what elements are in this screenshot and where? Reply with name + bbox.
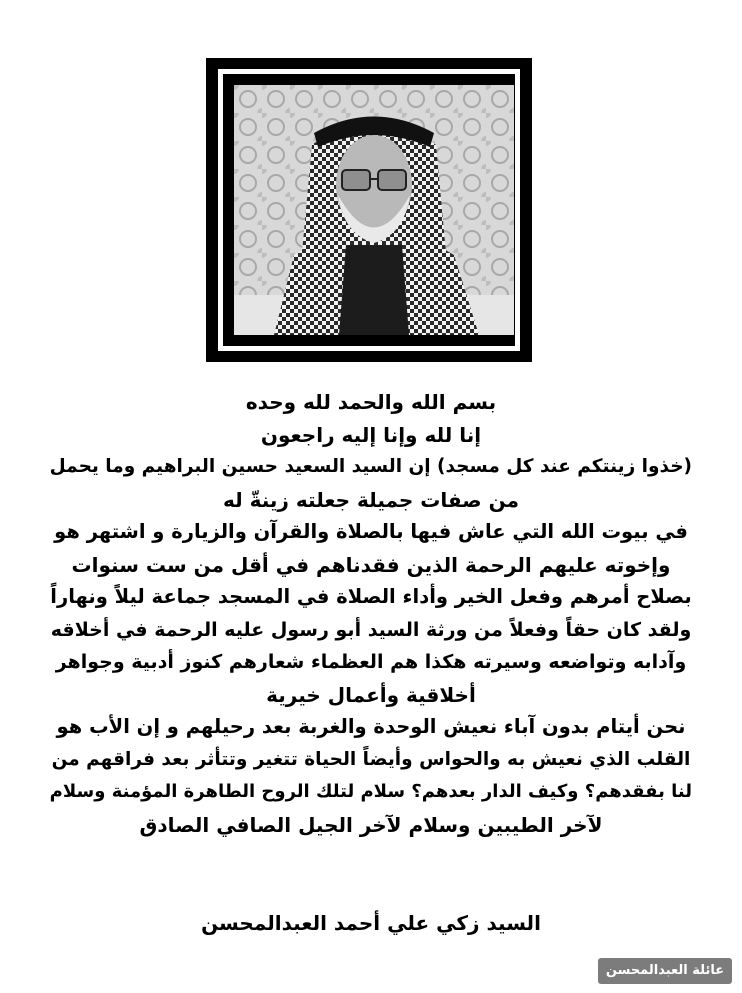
message-line: القلب الذي نعيش به والحواس وأيضاً الحياة تتغير وتتأثر بعد فراقهم من	[51, 748, 691, 770]
message-line: إنا لله وإنا إليه راجعون	[260, 422, 482, 447]
message-line: بصلاح أمرهم وفعل الخير وأداء الصلاة في المسجد جماعة ليلاً ونهاراً	[50, 585, 692, 608]
message-line: وآدابه وتواضعه وسيرته هكذا هم العظماء شعارهم كنوز أدبية وجواهر	[55, 651, 687, 673]
family-watermark: عائلة العبدالمحسن	[598, 958, 732, 984]
message-line: أخلاقية وأعمال خيرية	[266, 682, 476, 707]
message-line: ولقد كان حقاً وفعلاً من ورثة السيد أبو رسول عليه الرحمة في أخلاقه	[50, 618, 692, 641]
message-line: (خذوا زينتكم عند كل مسجد) إن السيد السعيد حسين البراهيم وما يحمل	[49, 456, 692, 477]
portrait-photo-icon	[234, 85, 514, 335]
condolence-message	[50, 386, 692, 841]
message-line: لنا بفقدهم؟ وكيف الدار بعدهم؟ سلام لتلك الروح الطاهرة المؤمنة وسلام	[49, 781, 692, 802]
message-line: لآخر الطيبين وسلام لآخر الجيل الصافي الصادق	[139, 812, 603, 837]
message-line: في بيوت الله التي عاش فيها بالصلاة والقرآن والزيارة و اشتهر هو	[54, 520, 688, 543]
message-line: بسم الله والحمد لله وحده	[245, 390, 497, 414]
portrait-frame	[206, 58, 532, 362]
signature: السيد زكي علي أحمد العبدالمحسن	[201, 911, 541, 935]
portrait-photo	[234, 85, 514, 335]
message-line: من صفات جميلة جعلته زينةّ له	[223, 487, 519, 512]
message-line: نحن أيتام بدون آباء نعيش الوحدة والغربة بعد رحيلهم و إن الأب هو	[56, 715, 686, 738]
message-line: وإخوته عليهم الرحمة الذين فقدناهم في أقل من ست سنوات	[71, 552, 671, 577]
